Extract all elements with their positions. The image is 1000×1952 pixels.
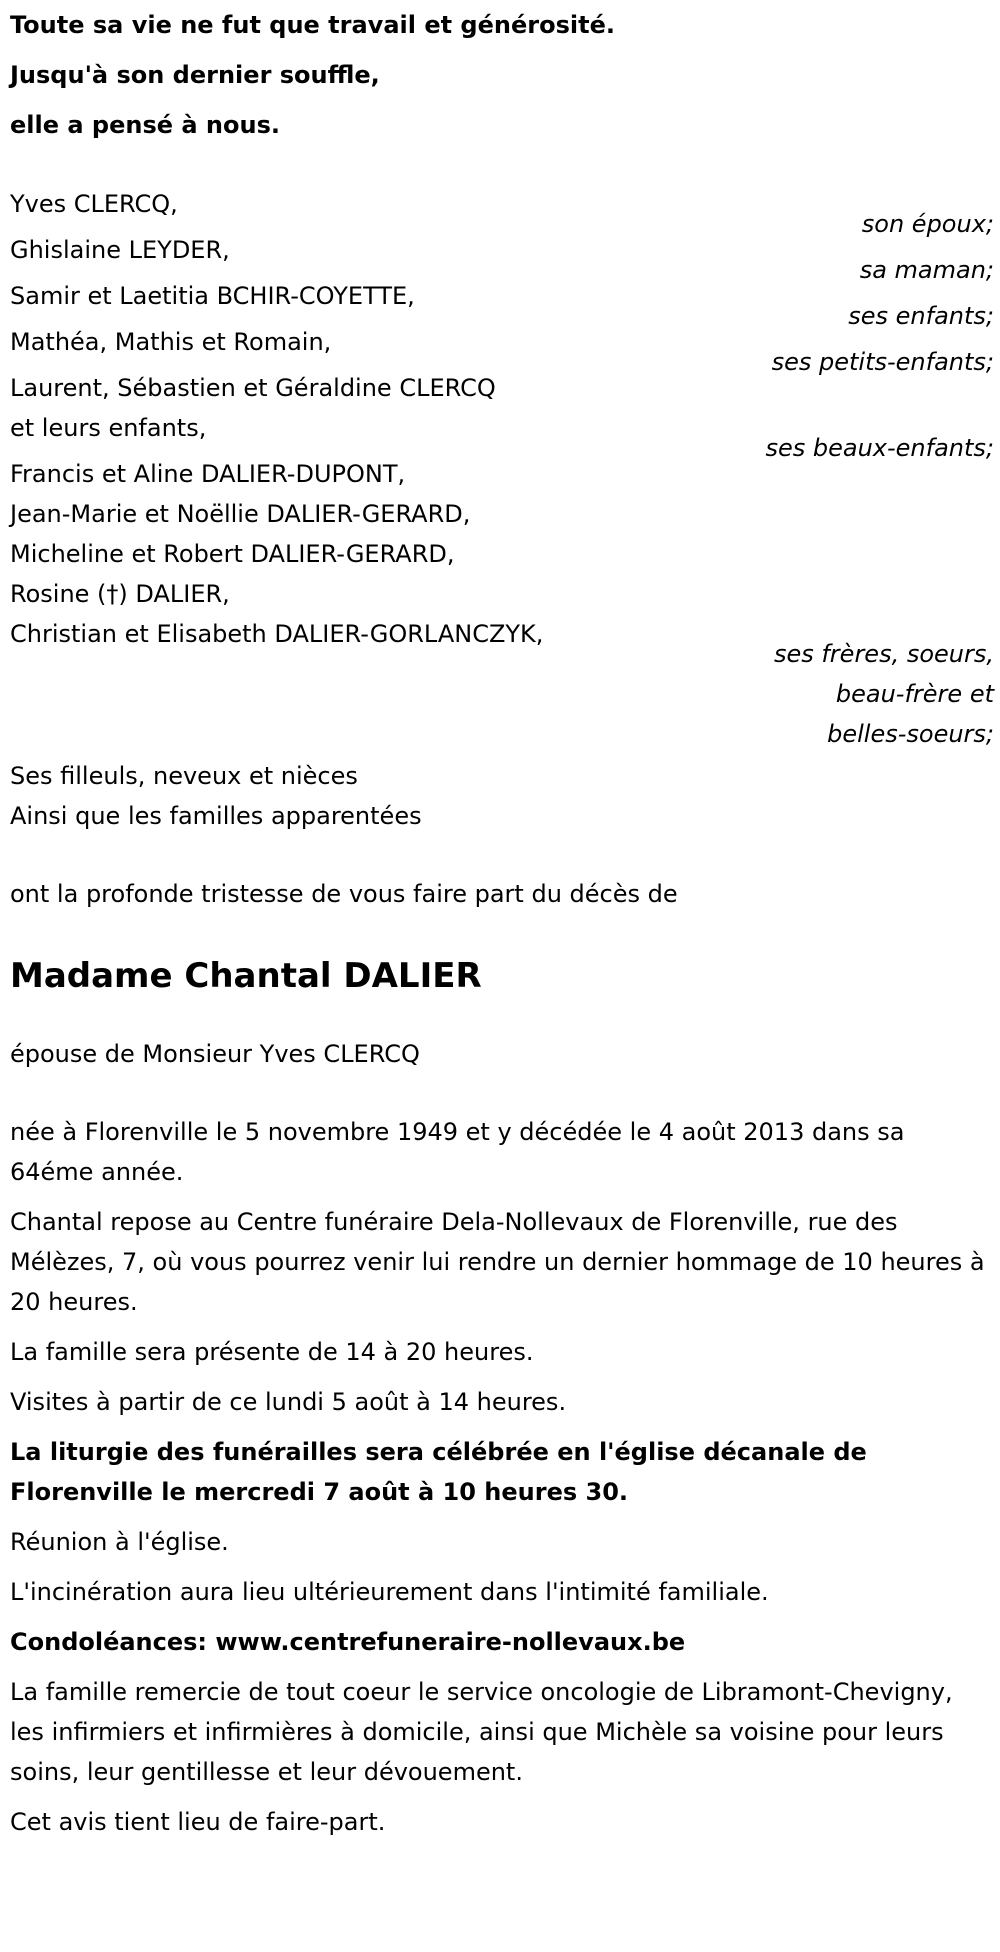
family-names: Rosine (†) DALIER, xyxy=(10,580,230,608)
thanks-text: La famille remercie de tout coeur le service oncologie de Libramont-Chevigny, les infirmiers et infirmières à domicile, ainsi que Michèle sa voisine pour leurs soins, leur gentillesse et leur dévouement. xyxy=(10,1678,953,1786)
family-relation: ses beaux-enfants; xyxy=(765,434,994,462)
family-relation: son époux; xyxy=(861,210,994,238)
family-entry-siblings xyxy=(10,454,994,754)
family-relation: sa maman; xyxy=(859,256,994,284)
intro-line: elle a pensé à nous. xyxy=(10,111,280,139)
incineration-text: L'incinération aura lieu ultérieurement dans l'intimité familiale. xyxy=(10,1578,769,1606)
family-entry-stepchildren xyxy=(10,368,994,468)
obituary-content xyxy=(10,0,994,1852)
family-list xyxy=(10,184,994,836)
meeting-text: Réunion à l'église. xyxy=(10,1528,229,1556)
intro-quote xyxy=(10,0,994,150)
deceased-name: Madame Chantal DALIER xyxy=(10,956,482,996)
family-names: Laurent, Sébastien et Géraldine CLERCQ xyxy=(10,374,496,402)
liturgy-text: La liturgie des funérailles sera célébrée en l'église décanale de Florenville le mercredi 7 août à 10 heures 30. xyxy=(10,1438,867,1506)
family-names: et leurs enfants, xyxy=(10,414,207,442)
closing-text: Cet avis tient lieu de faire-part. xyxy=(10,1808,386,1836)
intro-line: Toute sa vie ne fut que travail et générosité. xyxy=(10,11,615,39)
family-relation: belles-soeurs; xyxy=(827,720,994,748)
family-relation: ses petits-enfants; xyxy=(771,348,994,376)
family-names: Yves CLERCQ, xyxy=(10,190,178,218)
family-relation: beau-frère et xyxy=(835,680,994,708)
repose-text: Chantal repose au Centre funéraire Dela-Nollevaux de Florenville, rue des Mélèzes, 7, où vous pourrez venir lui rendre un dernier hommage de 10 heures à 20 heures. xyxy=(10,1208,985,1316)
family-names: Mathéa, Mathis et Romain, xyxy=(10,328,332,356)
family-relation: ses enfants; xyxy=(848,302,994,330)
extended-family-line: Ainsi que les familles apparentées xyxy=(10,802,422,830)
visits-text: Visites à partir de ce lundi 5 août à 14 heures. xyxy=(10,1388,567,1416)
family-names: Micheline et Robert DALIER-GERARD, xyxy=(10,540,455,568)
spouse-line: épouse de Monsieur Yves CLERCQ xyxy=(10,1040,420,1068)
family-relation: ses frères, soeurs, xyxy=(773,640,994,668)
family-names: Ghislaine LEYDER, xyxy=(10,236,230,264)
family-names: Francis et Aline DALIER-DUPONT, xyxy=(10,460,406,488)
condolences-text: Condoléances: www.centrefuneraire-nollevaux.be xyxy=(10,1628,686,1656)
family-names: Samir et Laetitia BCHIR-COYETTE, xyxy=(10,282,415,310)
family-names: Christian et Elisabeth DALIER-GORLANCZYK, xyxy=(10,620,544,648)
intro-line: Jusqu'à son dernier souffle, xyxy=(10,61,380,89)
family-names: Jean-Marie et Noëllie DALIER-GERARD, xyxy=(10,500,471,528)
birth-death-text: née à Florenville le 5 novembre 1949 et y décédée le 4 août 2013 dans sa 64éme année. xyxy=(10,1118,905,1186)
family-present-text: La famille sera présente de 14 à 20 heures. xyxy=(10,1338,534,1366)
extended-family xyxy=(10,756,994,836)
details xyxy=(10,1112,994,1842)
extended-family-line: Ses filleuls, neveux et nièces xyxy=(10,762,358,790)
announcement-text: ont la profonde tristesse de vous faire part du décès de xyxy=(10,880,678,908)
